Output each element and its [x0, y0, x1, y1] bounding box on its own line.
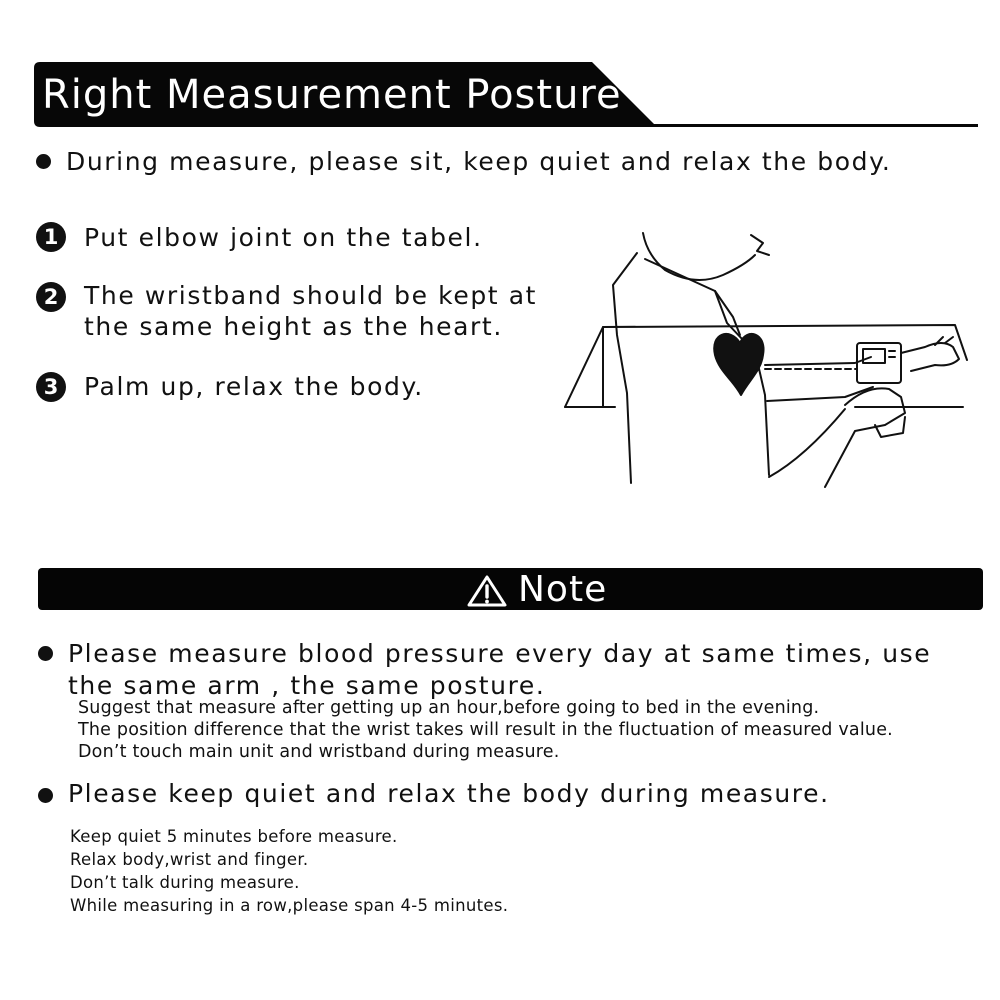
step-3-text: Palm up, relax the body.	[84, 372, 424, 401]
step-2-text-line2: the same height as the heart.	[84, 312, 503, 341]
posture-header	[34, 62, 978, 128]
upper-forearm-line	[765, 357, 871, 365]
back-line	[613, 253, 637, 483]
note-header	[38, 568, 983, 610]
note-bullet1-detail2: The position difference that the wrist takes will result in the fluctuation of measured value.	[78, 720, 893, 740]
wrist-monitor-buttons	[889, 351, 895, 357]
bullet-icon	[36, 154, 51, 169]
step-1-text: Put elbow joint on the tabel.	[84, 223, 483, 252]
lower-forearm-line	[767, 387, 873, 401]
warning-icon	[466, 574, 508, 608]
note-title: Note	[518, 569, 608, 610]
mouth-sketch	[751, 235, 769, 255]
note-bullet2-detail3: Don’t talk during measure.	[70, 873, 300, 892]
note-bullet1-line1: Please measure blood pressure every day at same times, use	[68, 639, 932, 668]
note-bullet1-detail3: Don’t touch main unit and wristband during measure.	[78, 742, 560, 762]
supporting-arm-line	[769, 409, 845, 477]
palm-up-hand	[901, 343, 959, 371]
posture-title: Right Measurement Posture	[42, 72, 622, 118]
seated-person-wrist-monitor-illustration	[555, 225, 975, 500]
supporting-hand	[825, 388, 905, 487]
note-bullet2-detail1: Keep quiet 5 minutes before measure.	[70, 827, 398, 846]
jaw-line	[643, 233, 755, 280]
note-bullet2-detail4: While measuring in a row,please span 4-5 minutes.	[70, 896, 509, 915]
note-bullet1-line2: the same arm , the same posture.	[68, 671, 546, 700]
bullet-icon	[38, 788, 53, 803]
note-bullet1-detail1: Suggest that measure after getting up an hour,before going to bed in the evening.	[78, 698, 820, 718]
step-2-text-line1: The wristband should be kept at	[84, 281, 538, 310]
wrist-monitor-screen	[863, 349, 885, 363]
step-3-number: 3	[36, 372, 66, 402]
note-bullet2-line1: Please keep quiet and relax the body during measure.	[68, 779, 830, 808]
note-bullet2-detail2: Relax body,wrist and finger.	[70, 850, 309, 869]
heart-icon	[714, 334, 763, 395]
posture-intro: During measure, please sit, keep quiet and relax the body.	[66, 147, 892, 176]
step-1-number: 1	[36, 222, 66, 252]
step-2-number: 2	[36, 282, 66, 312]
bullet-icon	[38, 646, 53, 661]
collar-line	[645, 259, 740, 335]
table-top-line	[565, 325, 967, 407]
